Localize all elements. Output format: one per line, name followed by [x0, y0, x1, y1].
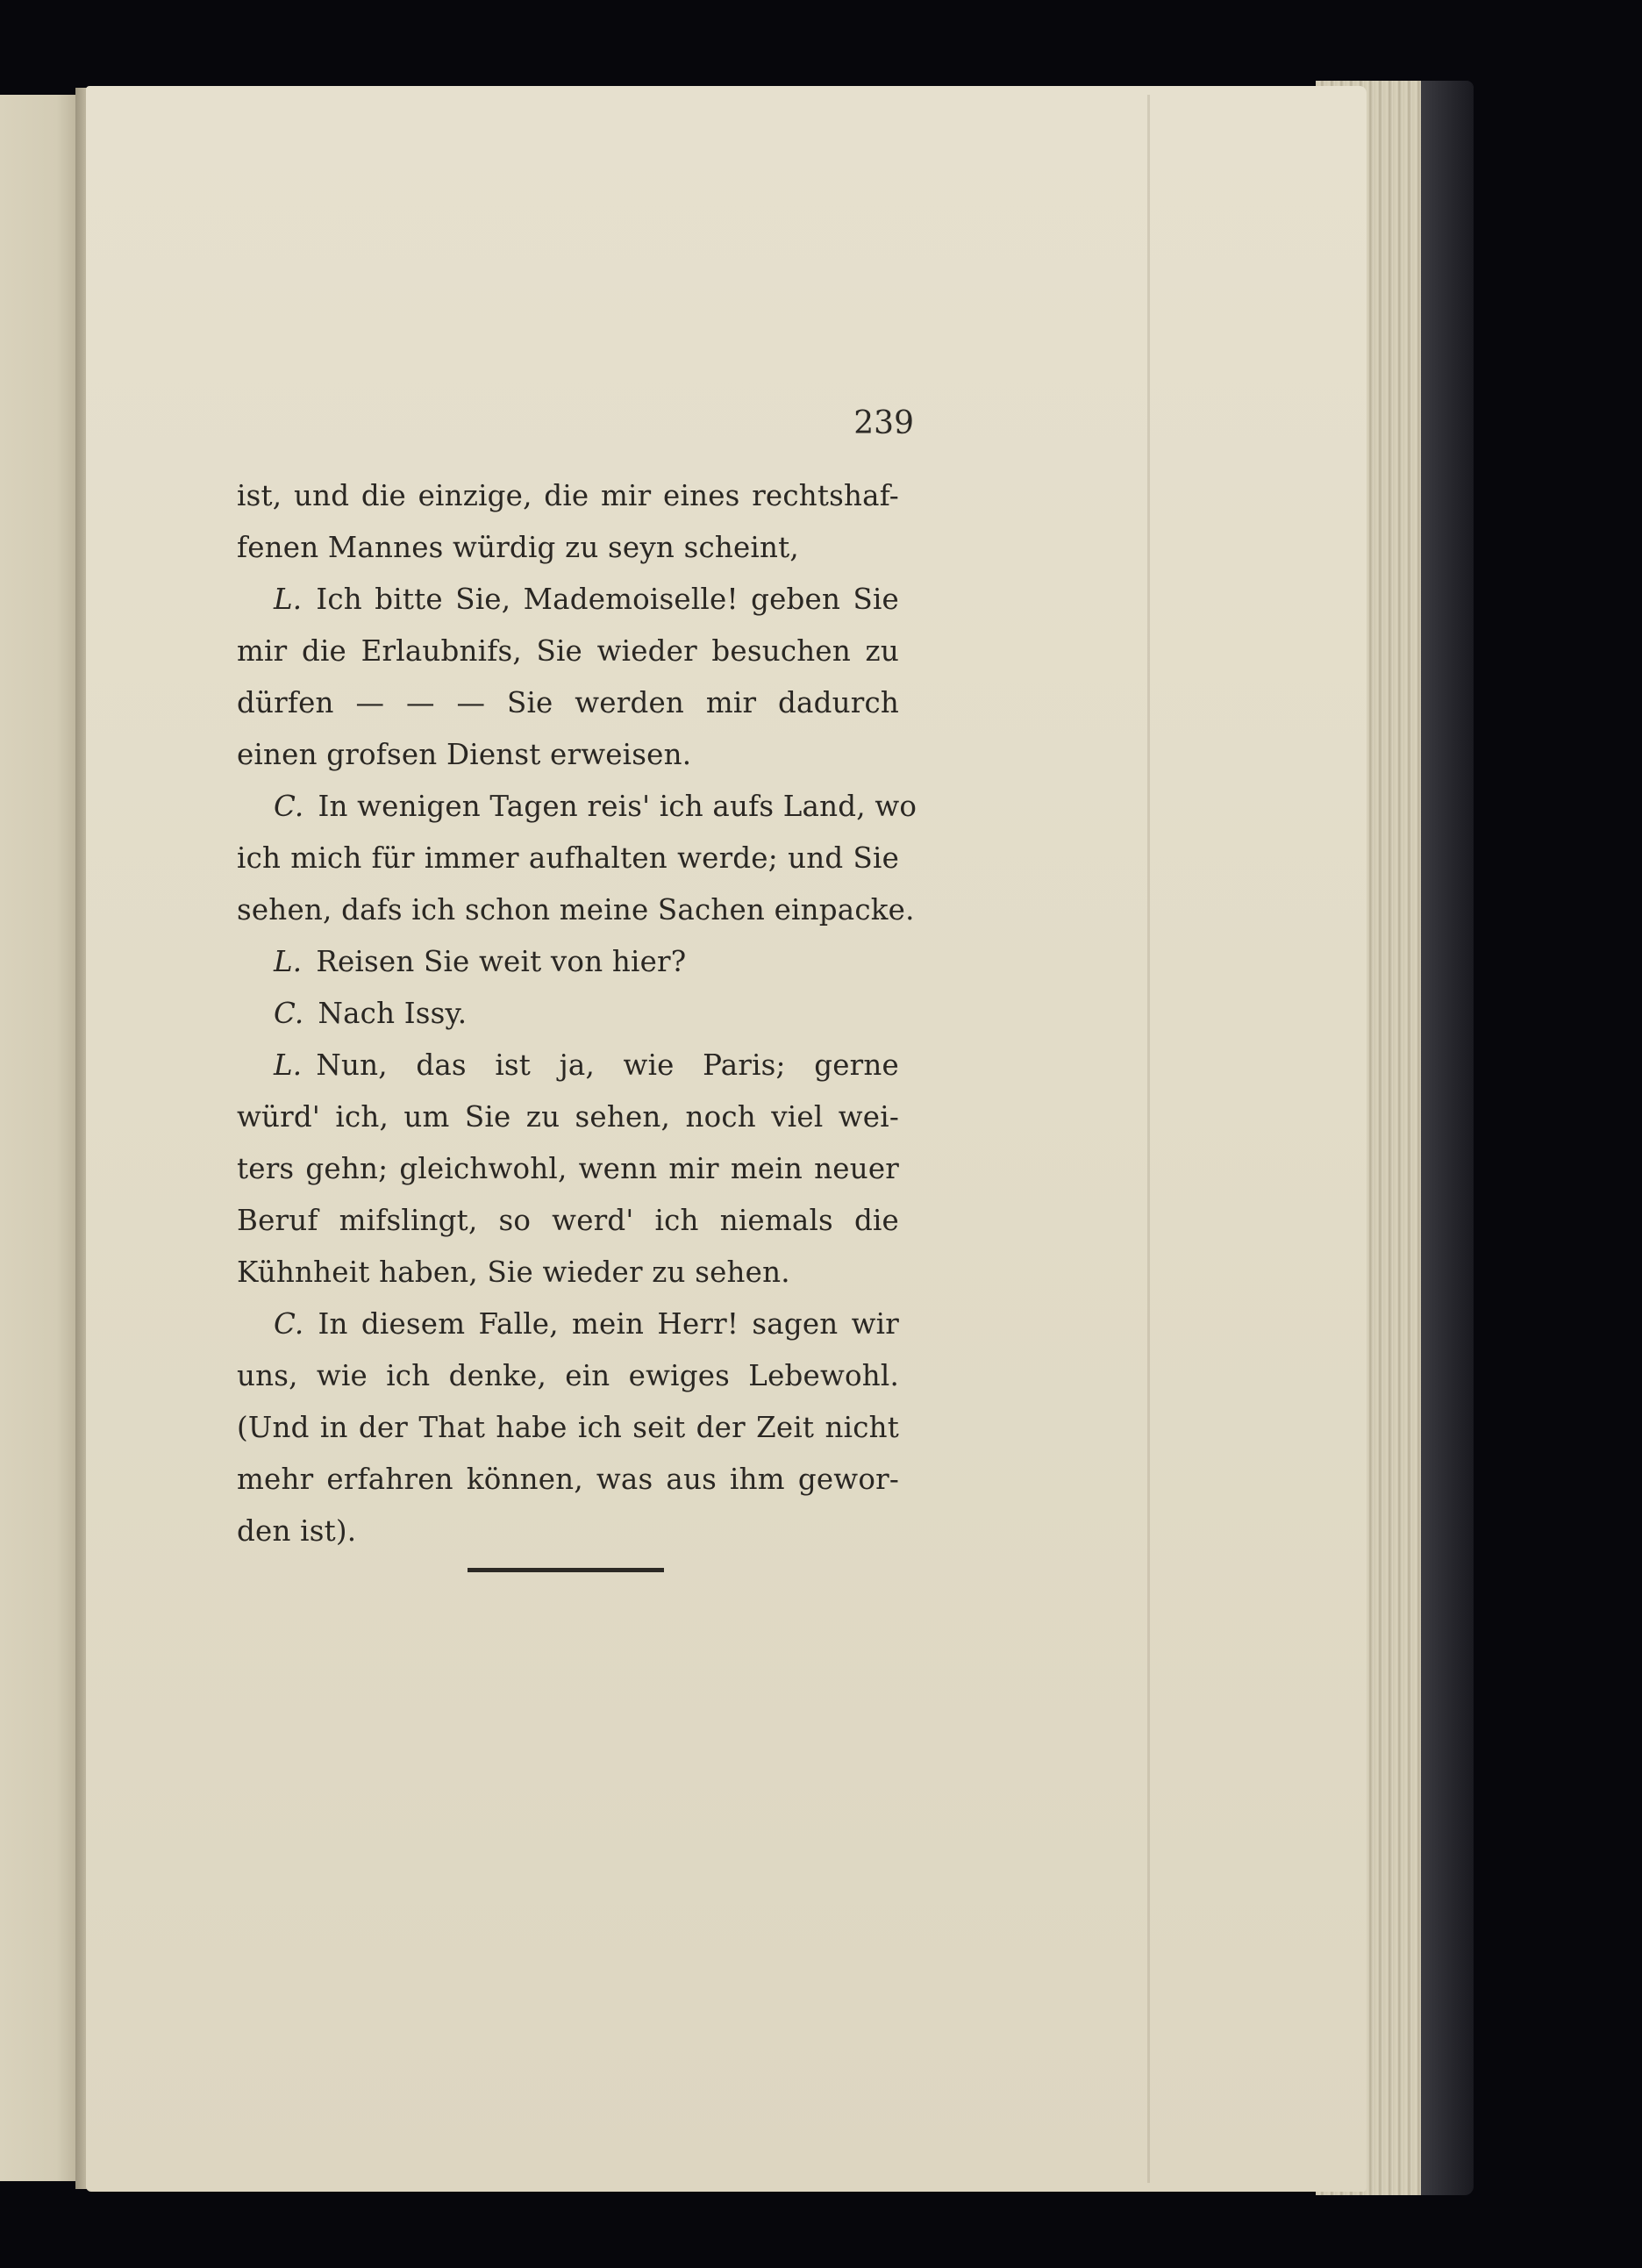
text-line [237, 1195, 899, 1247]
text-line [237, 729, 899, 781]
page-number: 239 [853, 405, 914, 441]
text-line [237, 1091, 899, 1143]
line-text: sehen, dafs ich schon meine Sachen einpacke. [237, 893, 915, 927]
line-text: ich mich für immer aufhalten werde; und Sie [237, 841, 899, 875]
line-text: einen grofsen Dienst erweisen. [237, 738, 692, 771]
book-cover-edge [1421, 81, 1474, 2195]
text-line [237, 833, 899, 884]
line-text: (Und in der That habe ich seit der Zeit nicht [237, 1411, 899, 1444]
text-line [237, 988, 899, 1040]
text-line [237, 1506, 899, 1557]
line-text: Nach Issy. [318, 997, 468, 1030]
text-line [237, 522, 899, 574]
body-text [237, 470, 917, 1557]
line-text: Nun, das ist ja, wie Paris; gerne [316, 1048, 899, 1082]
speaker-label: C. [274, 790, 304, 823]
line-text: In diesem Falle, mein Herr! sagen wir [318, 1307, 899, 1341]
line-text: mir die Erlaubnifs, Sie wieder besuchen zu [237, 634, 899, 668]
line-text: würd' ich, um Sie zu sehen, noch viel wei- [237, 1100, 899, 1134]
line-text: In wenigen Tagen reis' ich aufs Land, wo [318, 790, 917, 823]
text-line [237, 574, 899, 626]
text-line [237, 1299, 899, 1350]
speaker-label: L. [274, 945, 303, 978]
speaker-label: C. [274, 1307, 304, 1341]
text-line [237, 677, 899, 729]
line-text: ters gehn; gleichwohl, wenn mir mein neuer [237, 1152, 899, 1185]
speaker-label: C. [274, 997, 304, 1030]
line-text: den ist). [237, 1514, 357, 1548]
line-text: Ich bitte Sie, Mademoiselle! geben Sie [316, 583, 899, 616]
text-line [237, 1350, 899, 1402]
line-text: uns, wie ich denke, ein ewiges Lebewohl. [237, 1359, 899, 1392]
text-line [237, 884, 915, 936]
text-line [237, 1143, 899, 1195]
line-text: Beruf mifslingt, so werd' ich niemals die [237, 1204, 899, 1237]
text-line [237, 1040, 899, 1091]
text-line [237, 1247, 899, 1299]
line-text: Reisen Sie weit von hier? [316, 945, 687, 978]
line-text: fenen Mannes würdig zu seyn scheint, [237, 531, 799, 564]
text-line [237, 936, 899, 988]
end-rule [468, 1568, 664, 1572]
text-line [237, 781, 917, 833]
text-line [237, 1402, 899, 1454]
line-text: ist, und die einzige, die mir eines rechtshaf- [237, 479, 899, 512]
line-text: dürfen — — — Sie werden mir dadurch [237, 686, 899, 719]
text-line [237, 470, 899, 522]
speaker-label: L. [274, 583, 303, 616]
left-page-edge [0, 95, 81, 2181]
text-line [237, 1454, 899, 1506]
line-text: Kühnheit haben, Sie wieder zu sehen. [237, 1256, 790, 1289]
text-line [237, 626, 899, 677]
line-text: mehr erfahren können, was aus ihm gewor- [237, 1463, 899, 1496]
speaker-label: L. [274, 1048, 303, 1082]
